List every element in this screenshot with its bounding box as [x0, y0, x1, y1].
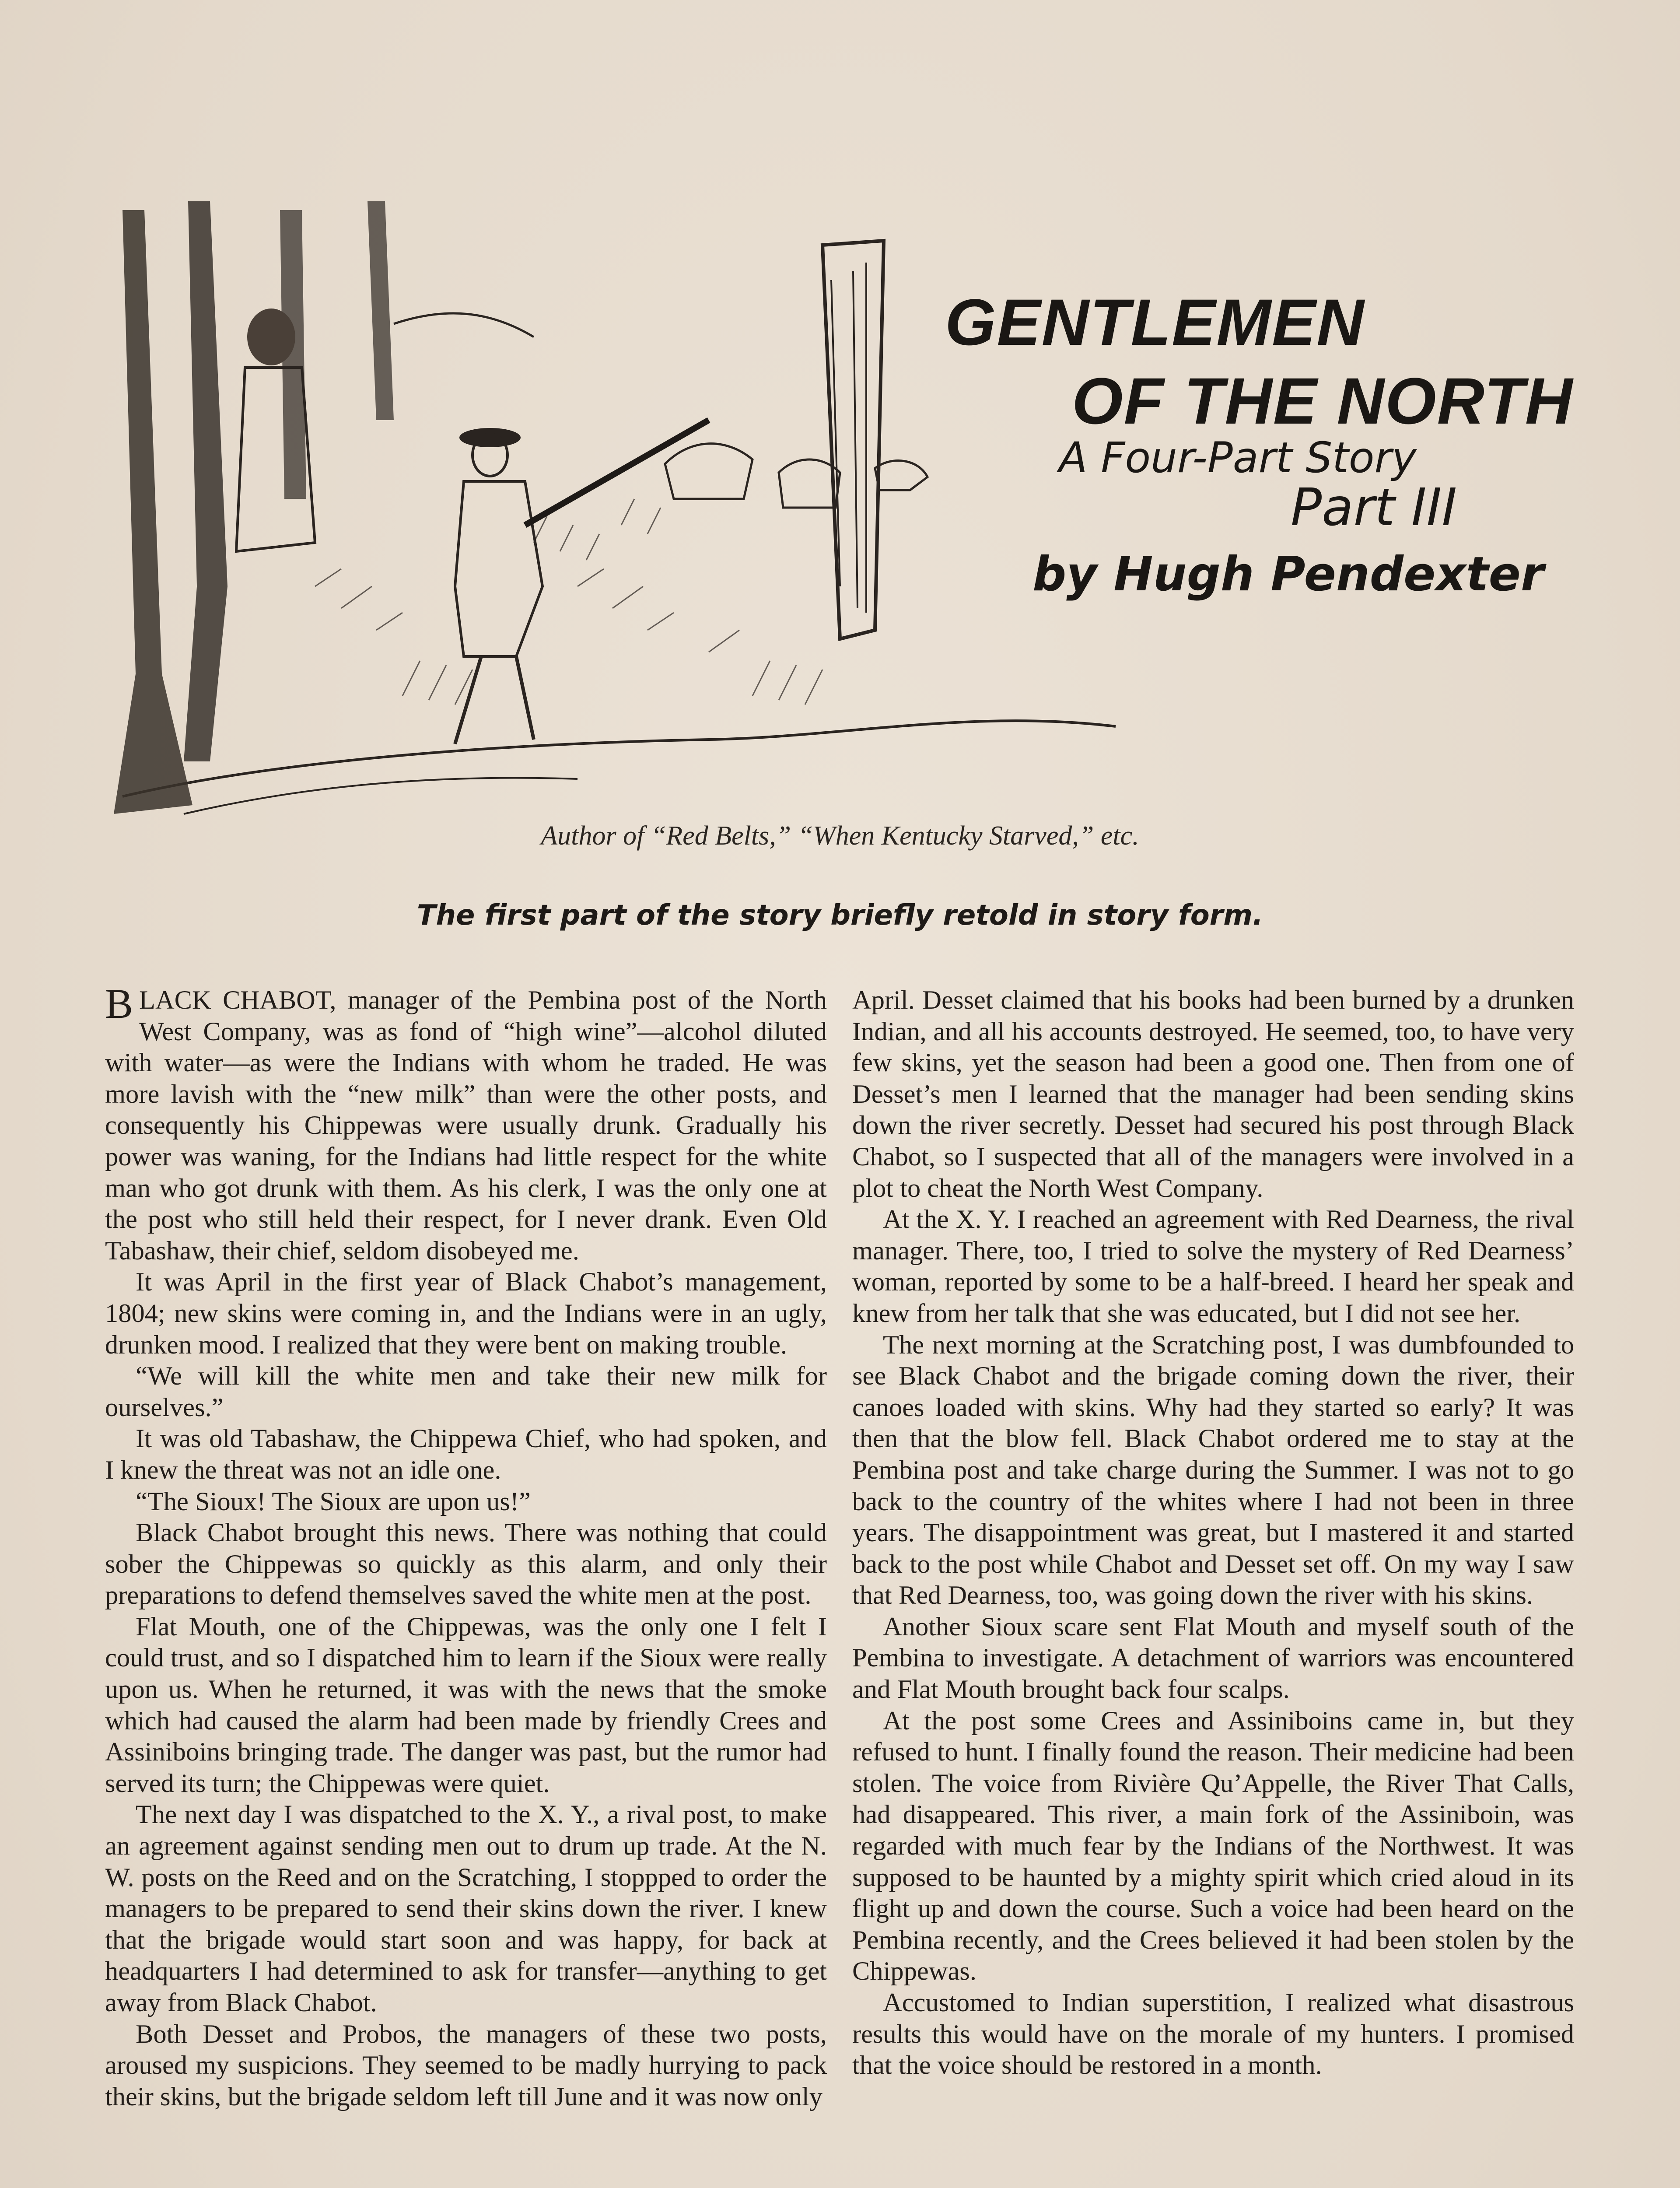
paragraph: It was old Tabashaw, the Chippewa Chief, who had spoken, and I knew the threat was not an idle one. — [105, 1424, 827, 1485]
story-title-block — [928, 284, 1610, 635]
paragraph: At the X. Y. I reached an agreement with Red Dearness, the rival manager. There, too, I tried to solve the mystery of Red Dearness’ woman, reported by some to be a half-breed. I heard her speak and knew from her talk that she was educated, but I did not see her. — [852, 1205, 1574, 1328]
paragraph: At the post some Crees and Assiniboins came in, but they refused to hunt. I finally found the reason. Their medicine had been stolen. The voice from Rivière Qu’Appelle, the River That Calls, had disappeared. This river, a main fork of the Assiniboin, was regarded with much fear by the Indians of the Northwest. It was supposed to be haunted by a mighty spirit which cried aloud in its flight up and down the course. Such a voice had been heard on the Pembina recently, and the Crees believed it had been stolen by the Chippewas. — [852, 1706, 1574, 1986]
paragraph: Black Chabot brought this news. There was nothing that could sober the Chippewas so quickly as this alarm, and only their preparations to defend themselves saved the white men at the post. — [105, 1518, 827, 1610]
paragraph: Another Sioux scare sent Flat Mouth and myself south of the Pembina to investigate. A detachment of warriors was encountered and Flat Mouth brought back four scalps. — [852, 1612, 1574, 1704]
author-byline: by Hugh Pendexter — [1032, 547, 1544, 602]
paragraph: “We will kill the white men and take their new milk for ourselves.” — [105, 1361, 827, 1422]
right-column — [852, 985, 1574, 2188]
paragraph: BLACK CHABOT, manager of the Pembina post of the North West Company, was as fond of “high wine”—alcohol diluted with water—as were the Indians with whom he traded. He was more lavish with the “new milk” than were the other posts, and consequently his Chippewas were usually drunk. Gradually his power was waning, for the Indians had little respect for the white man who got drunk with them. As his clerk, I was the only one at the post who still held their respect, for I never drank. Even Old Tabashaw, their chief, seldom disobeyed me. — [105, 985, 827, 1266]
paragraph: Accustomed to Indian superstition, I realized what disastrous results this would have on the morale of my hunters. I promised that the voice should be restored in a month. — [852, 1988, 1574, 2080]
story-subtitle: A Four-Part Story — [1059, 433, 1417, 482]
story-title-line-1: GENTLEMEN — [945, 285, 1365, 359]
left-column — [105, 985, 827, 2188]
story-title-line-2: OF THE NORTH — [1072, 364, 1574, 438]
paragraph: Flat Mouth, one of the Chippewas, was the only one I felt I could trust, and so I dispatched him to learn if the Sioux were really upon us. When he returned, it was with the news that the smoke which had caused the alarm had been made by friendly Crees and Assiniboins bringing trade. The danger was past, but the rumor had served its turn; the Chippewas were quiet. — [105, 1612, 827, 1798]
paragraph: “The Sioux! The Sioux are upon us!” — [136, 1487, 531, 1516]
story-part-label: Part III — [1291, 477, 1457, 537]
author-credit: Author of “Red Belts,” “When Kentucky Starved,” etc. — [541, 821, 1139, 851]
recap-note: The first part of the story briefly retold in story form. — [416, 899, 1264, 932]
paragraph: April. Desset claimed that his books had been burned by a drunken Indian, and all his accounts destroyed. He seemed, too, to have very few skins, yet the season had been a good one. Then from one of Desset’s men I learned that the manager had been sending skins down the river secretly. Desset had secured his post through Black Chabot, so I suspected that all of the managers were involved in a plot to cheat the North West Company. — [852, 985, 1574, 1203]
drop-cap: B — [105, 985, 133, 1027]
paragraph: The next day I was dispatched to the X. Y., a rival post, to make an agreement against sending men out to drum up trade. At the N. W. posts on the Reed and on the Scratching, I stoppped to order the managers to be prepared to send their skins down the river. I knew that the brigade would start soon and was happy, for back at headquarters I had determined to ask for transfer—anything to get away from Black Chabot. — [105, 1800, 827, 2017]
paragraph: It was April in the first year of Black Chabot’s management, 1804; new skins were coming in, and the Indians were in an ugly, drunken mood. I realized that they were bent on making trouble. — [105, 1267, 827, 1360]
paragraph: Both Desset and Probos, the managers of these two posts, aroused my suspicions. They seemed to be madly hurrying to pack their skins, but the brigade seldom left till June and it was now only — [105, 2019, 827, 2111]
paragraph: The next morning at the Scratching post, I was dumbfounded to see Black Chabot and the brigade coming down the river, their canoes loaded with skins. Why had they started so early? It was then that the blow fell. Black Chabot ordered me to stay at the Pembina post and take charge during the Summer. I was not to go back to the country of the whites where I had not been in three years. The disappointment was great, but I mastered it and started back to the post while Chabot and Desset set off. On my way I saw that Red Dearness, too, was going down the river with his skins. — [852, 1330, 1574, 1610]
